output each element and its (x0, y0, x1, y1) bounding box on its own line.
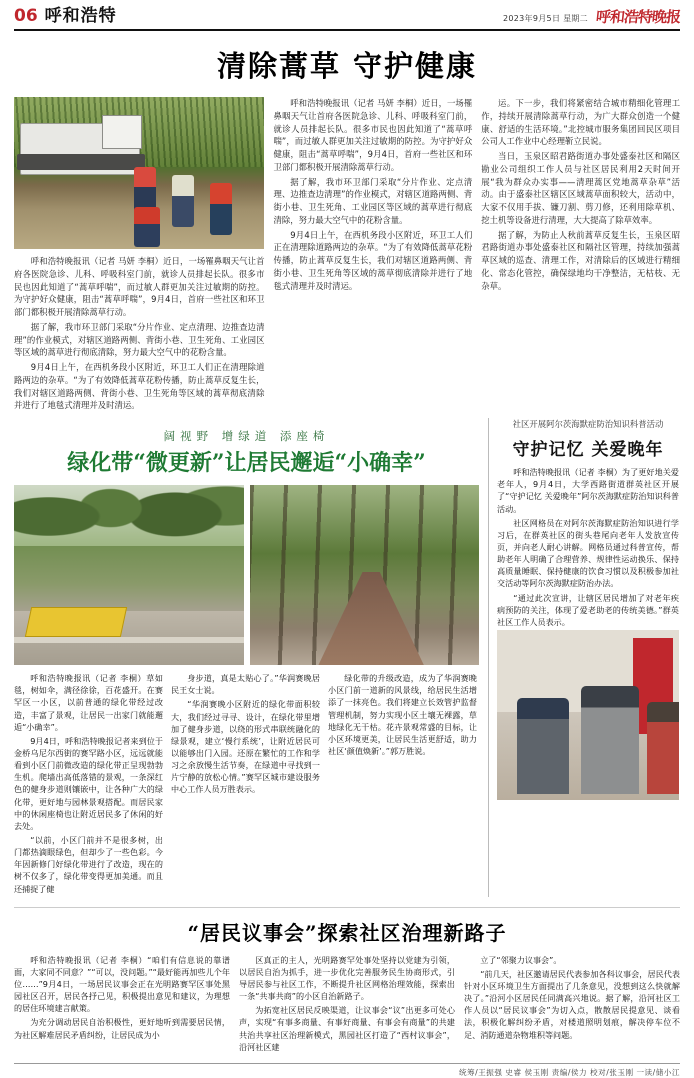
sidebar-body (497, 466, 679, 628)
story3-column-1 (14, 954, 230, 1055)
paper-logo: 呼和浩特晚报 (595, 8, 681, 26)
story3 (14, 954, 680, 1055)
publication-date: 2023年9月5日 星期二 (503, 14, 588, 23)
story2-photo-row (14, 485, 479, 665)
worker-shape (210, 183, 232, 235)
person-shape (517, 698, 569, 794)
sidebar-story (488, 418, 679, 897)
story3-headline: “居民议事会”探索社区治理新路子 (14, 907, 680, 946)
story1-column-1 (14, 97, 264, 414)
story2-photo-right (250, 485, 480, 665)
story2-p5: “华润赛晚小区附近的绿化带面积较大，我们经过寻寻、设计，在绿化带里增加了健身步道，以绕的形式串联统融化的绿景观，建立‘慢行系统’，让附近居民可以能够出门入园。还原在繁忙的工作和学习之余放慢生活节奏，在绿道中寻找到一片宁静的放松心情。”赛罕区城市建设服务中心工作人员万胜表示。 (171, 699, 320, 795)
story1-column-2 (273, 97, 472, 414)
sidebar-p1: 呼和浩特晚报讯（记者 李桐）为了更好地关爱老年人，9月4日，大学西路街道群英社区开展了“守护记忆 关爱晚年”阿尔茨海默症防治知识科普活动。 (497, 467, 679, 514)
story1-p7: 运。下一步，我们将紧密结合城市精细化管理工作，持续开展清除蒿草行动，为广大群众创造一个健康、舒适的生活环境。”北控城市服务集团回民区项目公司人工作业中心经理靳立民说。 (481, 98, 680, 147)
story2 (14, 418, 479, 897)
story1-p9: 据了解，为防止人秋前蒿草反复生长，玉泉区昭君路街道办事处盛泰社区和隔社区管理，持续加强蒿草区域的巡查、清理工作，对清除后的区域进行精细化、常态化管控，确保绿地均干净整洁，无枯枝、无杂草。 (481, 229, 680, 291)
worker-shape (172, 175, 194, 227)
story2-body (14, 672, 479, 897)
story1-p5: 据了解，我市环卫部门采取“分片作业、定点清理、边推查边清理”的作业模式，对辖区道路两侧、背街小巷、卫生死角、工业园区等区域的蒿草进行彻底清除，努力最大空气中的花粉含量。 (273, 176, 473, 225)
mid-section (14, 418, 680, 897)
story2-p1: 呼和浩特晚报讯（记者 李桐）草如毯，树如伞，满径徐徐，百花盛开。在赛罕区一小区，以前普通的绿化带经过改造，丰富了景观，让居民一出家门就能邂逅“小确幸”。 (14, 673, 163, 732)
story2-kicker: 阔视野 增绿道 添座椅 (163, 429, 330, 444)
sidebar-p3: “通过此次宣讲，让辖区居民增加了对老年疾病预防的关注，体现了爱老助老的传统美德。”群英社区工作人员表示。 (497, 592, 679, 627)
story3-p2: 为充分调动居民自治积极性，更好地听到需要居民情，为社区解难居民矛盾纠纷，让居民成为小 (14, 1017, 230, 1040)
story1-p8: 当日，玉泉区昭君路街道办事处盛泰社区和隔区勘业公司组织工作人员与社区居民利用2天时间开展“我为群众办实事——清理蒿区党地蒿草杂草”活动。由于盛泰社区辖区区域蒿草面积较大，活动中，大家不仅用手拔、镰刀割、剪刀修，还利用除草机、挖土机等设备进行清理，大大提高了除草效率。 (481, 151, 680, 225)
sidebar-kicker: 社区开展阿尔茨海默症防治知识科普活动 (512, 419, 664, 430)
page-footer-credits: 统筹/王振强 史睿 侯玉刚 责编/侯力 校对/张玉刚 一读/储小江 (14, 1063, 680, 1078)
story1-photo (14, 97, 264, 249)
story2-p2: 9月4日，呼和浩特晚报记者来到位于金桥乌尼尔西街的赛罕路小区，远远就能看到小区门前微改造的绿化带正呈现勃勃生机。爬墙出高低落错的景观，一条深红色的健身步道则镶嵌中，让各种广大的绿化带，更好地与园林景观搭配。而居民家中的休闲座椅也让附近居民多了休闲的好去处。 (14, 735, 163, 831)
story2-column-2 (171, 672, 320, 897)
person-shape (647, 702, 679, 794)
sidebar-photo (497, 630, 679, 800)
story1-p3: 9月4日上午，在西机务段小区附近，环卫工人们正在清理除道路两边的杂草。“为了有效降低蒿草花粉传播，防止蒿草反复生长，我们对辖区道路两侧、背街小巷、卫生死角等区域的蒿草彻底清除并进行了地毯式清理并及时清运。 (14, 362, 265, 411)
story2-p4: 身步道，真是太贴心了。”华润赛晚居民王女士说。 (171, 673, 320, 696)
story1 (14, 97, 680, 414)
story3-p6: “前几天，社区邀请居民代表参加各科议事会，居民代表针对小区环境卫生方面提出了几条意见，没想到这么快就解决了。”沿河小区居民任同满高兴地说。据了解，沿河社区工作人员以“居民议事会”为切入点，散散居民提意见、谈看法，积极化解纠纷矛盾，对楼道照明划痕，解决停车位不足、消防通道杂物堆积等问题。 (464, 968, 680, 1040)
story2-p3: “以前，小区门前并不是很多树，出门都热滴眼绿色，但却少了一些色彩。今年因新修门好绿化带进行了改造，现在的树不仅多了，绿化带变得更加美通。而且还捕捉了健 (14, 835, 163, 894)
story1-p4: 呼和浩特晚报讯（记者 马妍 李桐）近日，一场罹鼻咽天气让首府各医院急诊、儿科、呼吸科室门前，就诊人员排起长队。很多市民也因此知道了“蒿草呼喘”，而过敏人群更加关注过敏期的防控。为守护好众健康，阻击“蒿草呼喘”，9月4日，首府一些社区和环卫部门都积极开展清除蒿草行动。 (273, 98, 473, 172)
truck-cab-shape (102, 115, 142, 149)
masthead (14, 8, 680, 31)
trees-shape (14, 485, 244, 589)
story3-p4: 为拓宽社区居民反映渠道，让议事会“议”出更多可处心声，实现“有事多商量、有事好商量、有事会有商量”的共建共治共享社区治理新模式，黑园社区打造了“西村议事会”，沿河社区建 (239, 1005, 455, 1052)
story1-headline: 清除蒿草 守护健康 (216, 49, 478, 83)
page-number: 06 (14, 6, 38, 26)
story3-p3: 区真正的主人，光明路赛罕处事处坚持以党建为引领，以居民自治为抓手，进一步优化完善服务民生协商形式，引导居民参与社区工作，不断提升社区网格治理效能，探索出一条“共事共商”的小区自治新路子。 (239, 954, 455, 1002)
story3-column-2 (239, 954, 455, 1055)
sidebar-headline: 守护记忆 关爱晚年 (512, 440, 664, 461)
story1-column-3 (481, 97, 680, 414)
story1-p6: 9月4日上午，在西机务段小区附近，环卫工人们正在清理除道路两边的杂草。“为了有效降低蒿草花粉传播，防止蒿草反复生长，我们对辖区道路两侧、背街小巷、卫生死角等区域的蒿草彻底清除并进行了地毯式清理并及时清运。 (273, 229, 473, 291)
curb-shape (14, 637, 244, 643)
story3-p5: 立了“邻聚力议事会”。 (480, 954, 562, 965)
worker-shape (134, 207, 160, 247)
story1-p1: 呼和浩特晚报讯（记者 马妍 李桐）近日，一场罹鼻咽天气让首府各医院急诊、儿科、呼吸科室门前，就诊人员排起长队。很多市民也因此知道了“蒿草呼喘”，而过敏人群更加关注过敏期的防控。为守护好众健康，阻击“蒿草呼喘”，9月4日，首府一些社区和环卫部门都积极开展清除蒿草行动。 (14, 256, 265, 318)
person-shape (581, 686, 639, 794)
bench-shape (25, 607, 127, 637)
story2-column-1 (14, 672, 163, 897)
story2-p6: 绿化带的升级改造，成为了华润赛晚小区门前一道新的风景线，给居民生活增添了一抹亮色。我们将建立长效管护监督管理机制，努力实现小区土壤无裸露，草地绿化无干枯。花卉景观常盛的目标，让小区环境更美，让居民生活更舒适，助力社区‘颜值焕新’。”郭万胜说。 (328, 673, 477, 757)
sidebar-p2: 社区网格员在对阿尔茨海默症防治知识进行学习后，在群英社区的街头巷尾向老年人发放宣传页，并向老人耐心讲解。网格员通过科普宣传，帮助老年人明确了合理营养、规律性运动换乐、保持高质量睡眠、保持健康的饮食习惯以及积极参加社交活动等阿尔茨海默症防治办法。 (497, 517, 679, 589)
story2-headline: 绿化带“微更新”让居民邂逅“小确幸” (67, 450, 426, 477)
story1-p2: 据了解，我市环卫部门采取“分片作业、定点清理、边推查边清理”的作业模式，对辖区道路两侧、背街小巷、卫生死角、工业园区等区域的蒿草进行彻底清除，努力最大空气中的花粉含量。 (14, 321, 265, 358)
story3-column-3 (464, 954, 680, 1055)
story2-column-3 (328, 672, 477, 897)
story2-photo-left (14, 485, 244, 665)
section-title: 呼和浩特 (44, 6, 117, 26)
story3-p1: 呼和浩特晚报讯（记者 李桐）“咱们有信息说的靠谱面，大家同不同意？”“可以，没问题。”“最好能再加些儿个年位……”9月4日，一场居民议事会正在光明路赛罕区事处黑园社区召开，居民各抒己见，积极提出意见和建议，为理想的居住环境建言献策。 (14, 954, 230, 1014)
